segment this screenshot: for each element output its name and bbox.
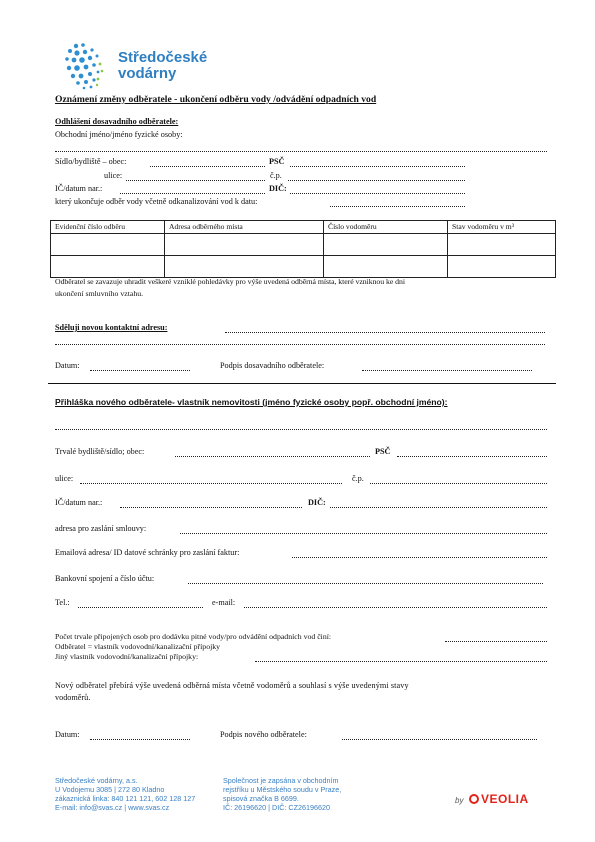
former-dic-field[interactable] <box>290 193 465 194</box>
ending-date-label: který ukončuje odběr vody včetně odkanalizování vod k datu: <box>55 197 258 206</box>
new-dic-field[interactable] <box>330 507 547 508</box>
table-cell[interactable] <box>324 234 448 256</box>
former-signature-field[interactable] <box>362 370 532 371</box>
contact-address-field[interactable] <box>225 332 545 333</box>
former-seat-field[interactable] <box>150 166 265 167</box>
table-cell[interactable] <box>448 256 556 278</box>
bank-account-label: Bankovní spojení a číslo účtu: <box>55 574 155 583</box>
footer-by-label: by <box>455 796 464 805</box>
footer-registry-info <box>223 776 341 812</box>
former-street-label: ulice: <box>104 171 123 180</box>
table-cell[interactable] <box>51 256 165 278</box>
section-divider <box>48 383 556 384</box>
former-name-field[interactable] <box>55 151 547 152</box>
ending-date-field[interactable] <box>330 206 465 207</box>
logo-line-1: Středočeské <box>118 49 208 66</box>
table-row <box>51 234 556 256</box>
invoice-email-label: Emailová adresa/ ID datové schránky pro zaslání faktur: <box>55 548 240 557</box>
footer-line: E-mail: info@svas.cz | www.svas.cz <box>55 803 170 812</box>
new-date-label: Datum: <box>55 730 80 739</box>
persons-count-field[interactable] <box>445 641 547 642</box>
new-cp-field[interactable] <box>370 483 547 484</box>
bank-account-field[interactable] <box>188 583 543 584</box>
phone-field[interactable] <box>78 607 203 608</box>
new-owner-name-field[interactable] <box>55 429 547 430</box>
table-header: Číslo vodoměru <box>324 221 448 234</box>
footer-company-info <box>55 776 195 812</box>
new-seat-label: Trvalé bydliště/sídlo; obec: <box>55 447 145 456</box>
table-row <box>51 256 556 278</box>
former-date-label: Datum: <box>55 361 80 370</box>
veolia-mark-icon <box>469 794 479 804</box>
persons-count-label: Počet trvale připojených osob pro dodávku pitné vody/pro odvádění odpadních vod činí: <box>55 632 332 641</box>
company-logo-icon <box>62 40 114 92</box>
new-date-field[interactable] <box>90 739 190 740</box>
company-logo-text <box>118 50 207 82</box>
contract-address-label: adresa pro zaslání smlouvy: <box>55 524 147 533</box>
new-signature-field[interactable] <box>342 739 537 740</box>
table-header-row <box>51 221 556 234</box>
former-psc-field[interactable] <box>290 166 465 167</box>
new-dic-label: DIČ: <box>308 498 326 507</box>
former-ic-field[interactable] <box>120 193 265 194</box>
logo-line-2: vodárny <box>118 65 177 82</box>
table-header: Adresa odběrného místa <box>165 221 324 234</box>
new-signature-label: Podpis nového odběratele: <box>220 730 307 739</box>
other-owner-field[interactable] <box>255 661 547 662</box>
footer-line: U Vodojemu 3085 | 272 80 Kladno <box>55 785 165 794</box>
section2-heading: Přihláška nového odběratele- vlastník nemovitosti (jméno fyzické osoby popř. obchodní jméno): <box>55 397 448 407</box>
table-cell[interactable] <box>51 234 165 256</box>
former-cp-label: č.p. <box>270 171 282 180</box>
table-header: Stav vodoměru v m³ <box>448 221 556 234</box>
former-dic-label: DIČ: <box>269 184 287 193</box>
footer-line: Společnost je zapsána v obchodním <box>223 776 339 785</box>
table-header: Evidenční číslo odběru <box>51 221 165 234</box>
new-street-label: ulice: <box>55 474 74 483</box>
footer-line: zákaznická linka: 840 121 121, 602 128 127 <box>55 794 196 803</box>
new-cp-label: č.p. <box>352 474 364 483</box>
invoice-email-field[interactable] <box>292 557 547 558</box>
former-street-field[interactable] <box>126 180 265 181</box>
obligation-note-line2: ukončení smluvního vztahu. <box>55 289 144 298</box>
consumption-points-table <box>50 220 556 278</box>
table-cell[interactable] <box>165 256 324 278</box>
table-cell[interactable] <box>324 256 448 278</box>
footer-line: rejstříku u Městského soudu v Praze, <box>223 785 342 794</box>
contact-address-field-2[interactable] <box>55 344 545 345</box>
former-ic-label: IČ/datum nar.: <box>55 184 103 193</box>
owner-equals-consumer: Odběratel = vlastník vodovodní/kanalizační přípojky <box>55 642 221 651</box>
takeover-statement-line1: Nový odběratel přebírá výše uvedená odběrná místa včetně vodoměrů a souhlasí s výše uvedenými stavy <box>55 681 409 690</box>
email-field[interactable] <box>244 607 547 608</box>
former-seat-label: Sídlo/bydliště – obec: <box>55 157 127 166</box>
other-owner-label: Jiný vlastník vodovodní/kanalizační přípojky: <box>55 652 199 661</box>
new-psc-field[interactable] <box>397 456 547 457</box>
table-cell[interactable] <box>165 234 324 256</box>
new-street-field[interactable] <box>80 483 342 484</box>
table-cell[interactable] <box>448 234 556 256</box>
former-date-field[interactable] <box>90 370 190 371</box>
footer-line: spisová značka B 6699. <box>223 794 299 803</box>
footer-line: Středočeské vodárny, a.s. <box>55 776 138 785</box>
contract-address-field[interactable] <box>180 533 547 534</box>
email-label: e-mail: <box>212 598 236 607</box>
veolia-logo <box>469 792 529 806</box>
footer-line: IČ: 26196620 | DIČ: CZ26196620 <box>223 803 330 812</box>
new-ic-field[interactable] <box>120 507 302 508</box>
phone-label: Tel.: <box>55 598 70 607</box>
former-name-label: Obchodní jméno/jméno fyzické osoby: <box>55 130 183 139</box>
takeover-statement-line2: vodoměrů. <box>55 693 91 702</box>
former-cp-field[interactable] <box>288 180 465 181</box>
new-ic-label: IČ/datum nar.: <box>55 498 103 507</box>
former-signature-label: Podpis dosavadního odběratele: <box>220 361 325 370</box>
veolia-wordmark: VEOLIA <box>481 792 529 806</box>
section1-heading: Odhlášení dosavadního odběratele: <box>55 117 179 126</box>
document-title: Oznámení změny odběratele - ukončení odběru vody /odvádění odpadních vod <box>55 94 377 105</box>
former-psc-label: PSČ <box>269 157 285 166</box>
obligation-note-line1: Odběratel se zavazuje uhradit veškeré vzniklé pohledávky pro výše uvedená odběrná místa, které vzniknou ke dni <box>55 277 405 286</box>
new-psc-label: PSČ <box>375 447 391 456</box>
contact-address-label: Sděluji novou kontaktní adresu: <box>55 323 168 332</box>
new-seat-field[interactable] <box>175 456 370 457</box>
